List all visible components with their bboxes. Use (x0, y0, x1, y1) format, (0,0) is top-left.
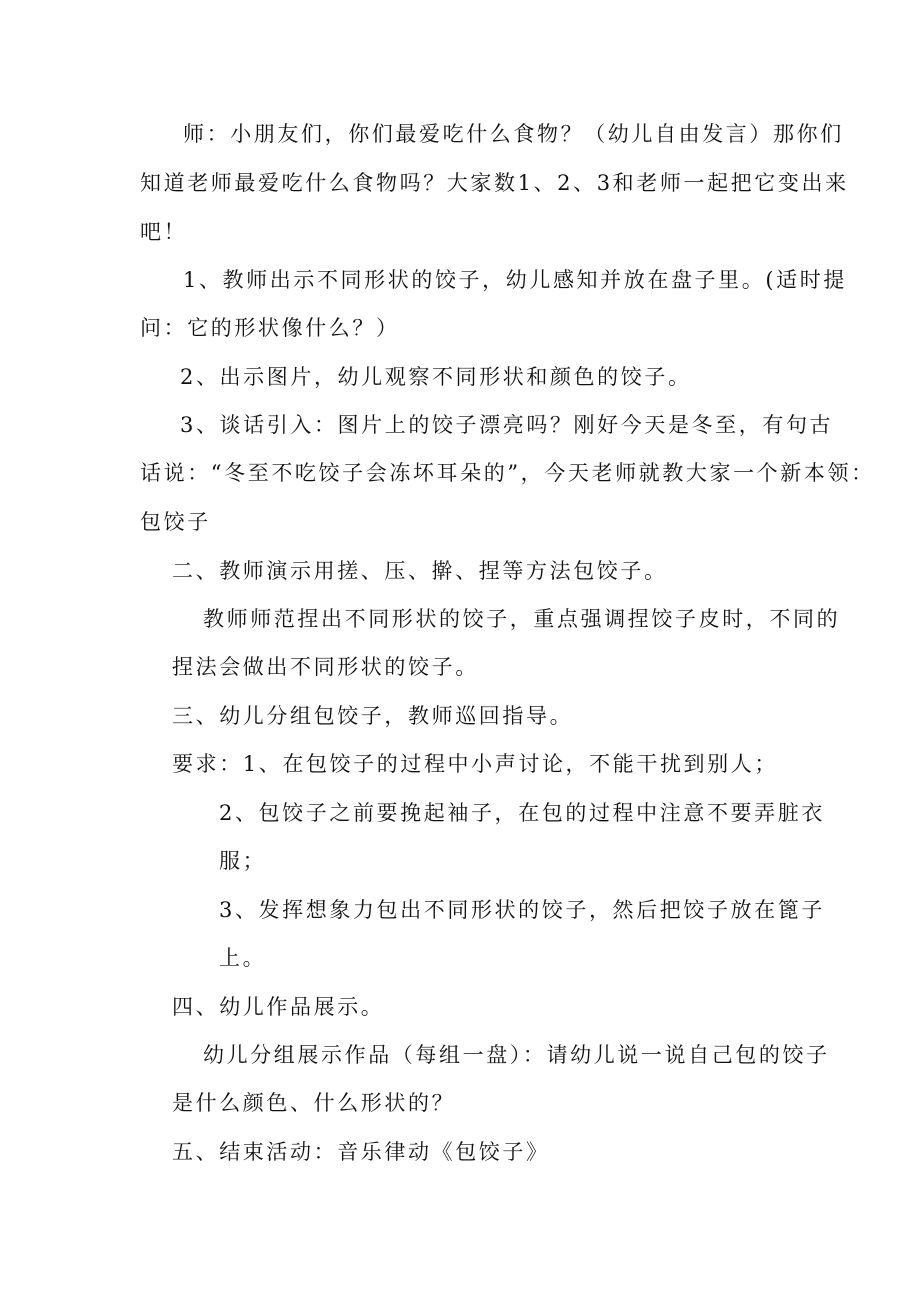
step-3-line-1: 3、谈话引入：图片上的饺子漂亮吗？刚好今天是冬至，有句古 (180, 413, 834, 437)
section-2-body-line-1: 教师师范捏出不同形状的饺子，重点强调捏饺子皮时，不同的 (203, 607, 841, 631)
step-1-line-1: 1、教师出示不同形状的饺子，幼儿感知并放在盘子里。(适时提 (183, 268, 847, 292)
section-4-heading: 四、幼儿作品展示。 (172, 995, 385, 1019)
section-2-heading: 二、教师演示用搓、压、擀、捏等方法包饺子。 (172, 559, 668, 583)
section-4-body-line-1: 幼儿分组展示作品（每组一盘）：请幼儿说一说自己包的饺子 (203, 1043, 830, 1067)
paragraph-intro-line-3: 吧！ (140, 220, 188, 244)
requirement-2-line-1: 2、包饺子之前要挽起袖子，在包的过程中注意不要弄脏衣 (219, 801, 825, 825)
section-5-heading: 五、结束活动：音乐律动《包饺子》 (172, 1140, 550, 1164)
requirement-1: 要求：1、在包饺子的过程中小声讨论，不能干扰到别人； (172, 752, 778, 776)
requirement-2-line-2: 服； (219, 849, 267, 873)
step-2-line: 2、出示图片，幼儿观察不同形状和颜色的饺子。 (180, 365, 692, 389)
section-2-body-line-2: 捏法会做出不同形状的饺子。 (172, 655, 479, 679)
section-4-body-line-2: 是什么颜色、什么形状的？ (172, 1091, 456, 1115)
section-3-heading: 三、幼儿分组包饺子，教师巡回指导。 (172, 704, 574, 728)
step-1-line-2: 问：它的形状像什么？） (140, 316, 400, 340)
step-3-line-3: 包饺子 (140, 510, 211, 534)
paragraph-intro-line-2: 知道老师最爱吃什么食物吗？大家数1、2、3和老师一起把它变出来 (140, 171, 849, 195)
requirement-3-line-2: 上。 (219, 946, 267, 970)
step-3-line-2: 话说：“冬至不吃饺子会冻坏耳朵的”，今天老师就教大家一个新本领： (140, 461, 875, 485)
requirement-3-line-1: 3、发挥想象力包出不同形状的饺子，然后把饺子放在篦子 (219, 898, 825, 922)
paragraph-intro-line-1: 师：小朋友们，你们最爱吃什么食物？（幼儿自由发言）那你们 (183, 122, 844, 146)
